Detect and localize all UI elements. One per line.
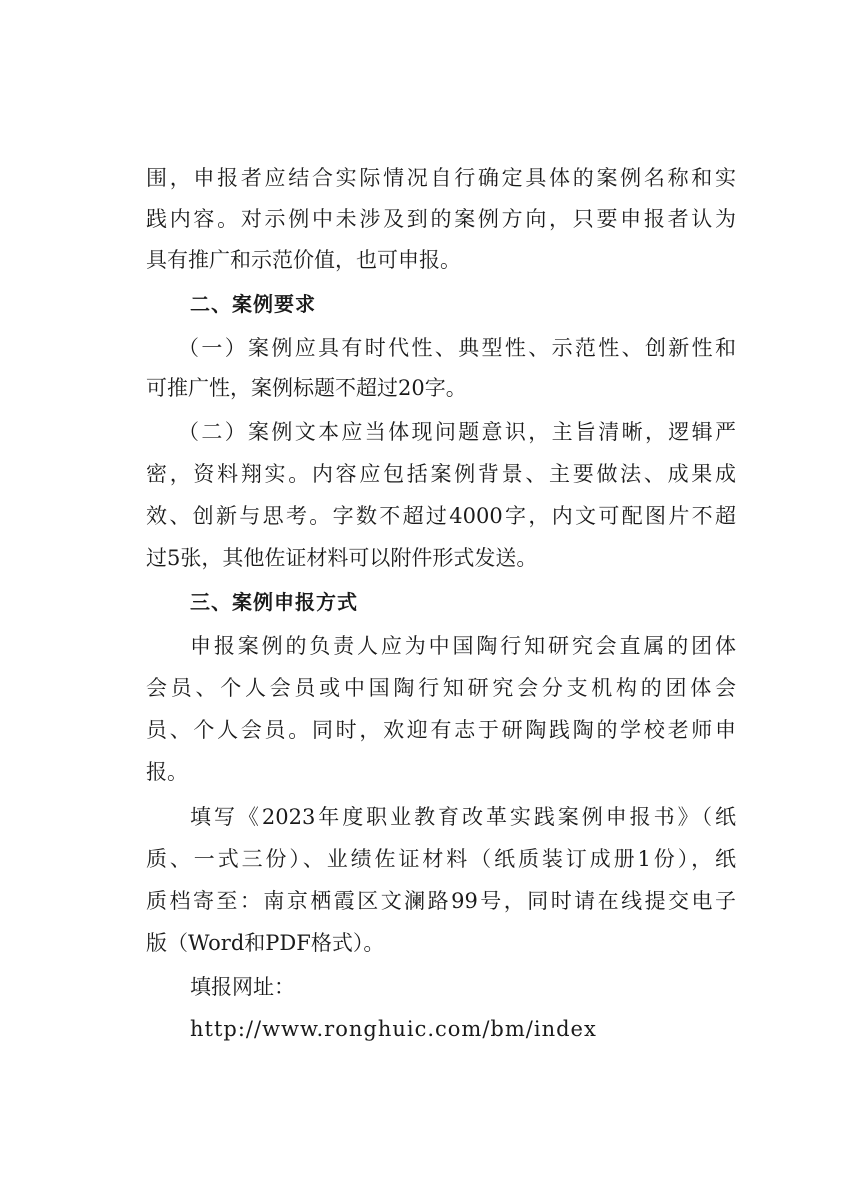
paragraph-line: 申报案例的负责人应为中国陶行知研究会直属的团体 <box>190 634 736 658</box>
paragraph-line: 质、一式三份）、业绩佐证材料（纸质装订成册1份），纸 <box>146 847 736 871</box>
paragraph-line: 会员、个人会员或中国陶行知研究会分支机构的团体会 <box>146 676 736 700</box>
paragraph-line: 质档寄至：南京栖霞区文澜路99号，同时请在线提交电子 <box>146 889 736 913</box>
paragraph-line: 填写《2023年度职业教育改革实践案例申报书》（纸 <box>190 805 736 829</box>
paragraph-line: 版（Word和PDF格式）。 <box>146 931 385 955</box>
section-heading-submission: 三、案例申报方式 <box>190 590 358 614</box>
paragraph-line: 报。 <box>146 760 188 784</box>
paragraph-line: 过5张，其他佐证材料可以附件形式发送。 <box>146 546 538 570</box>
website-label: 填报网址： <box>190 975 295 999</box>
paragraph-line: 具有推广和示范价值，也可申报。 <box>146 248 461 272</box>
website-url[interactable]: http://www.ronghuic.com/bm/index <box>190 1017 597 1041</box>
paragraph-line: 员、个人会员。同时，欢迎有志于研陶践陶的学校老师申 <box>146 718 736 742</box>
paragraph-line: 密，资料翔实。内容应包括案例背景、主要做法、成果成 <box>146 462 736 486</box>
paragraph-line: 践内容。对示例中未涉及到的案例方向，只要申报者认为 <box>146 207 736 231</box>
paragraph-line: 可推广性，案例标题不超过20字。 <box>146 376 467 400</box>
section-heading-requirements: 二、案例要求 <box>190 292 316 316</box>
paragraph-line: （二）案例文本应当体现问题意识，主旨清晰，逻辑严 <box>178 420 736 444</box>
paragraph-line: 围，申报者应结合实际情况自行确定具体的案例名称和实 <box>146 166 736 190</box>
paragraph-line: （一）案例应具有时代性、典型性、示范性、创新性和 <box>178 336 736 360</box>
paragraph-line: 效、创新与思考。字数不超过4000字，内文可配图片不超 <box>146 504 736 528</box>
